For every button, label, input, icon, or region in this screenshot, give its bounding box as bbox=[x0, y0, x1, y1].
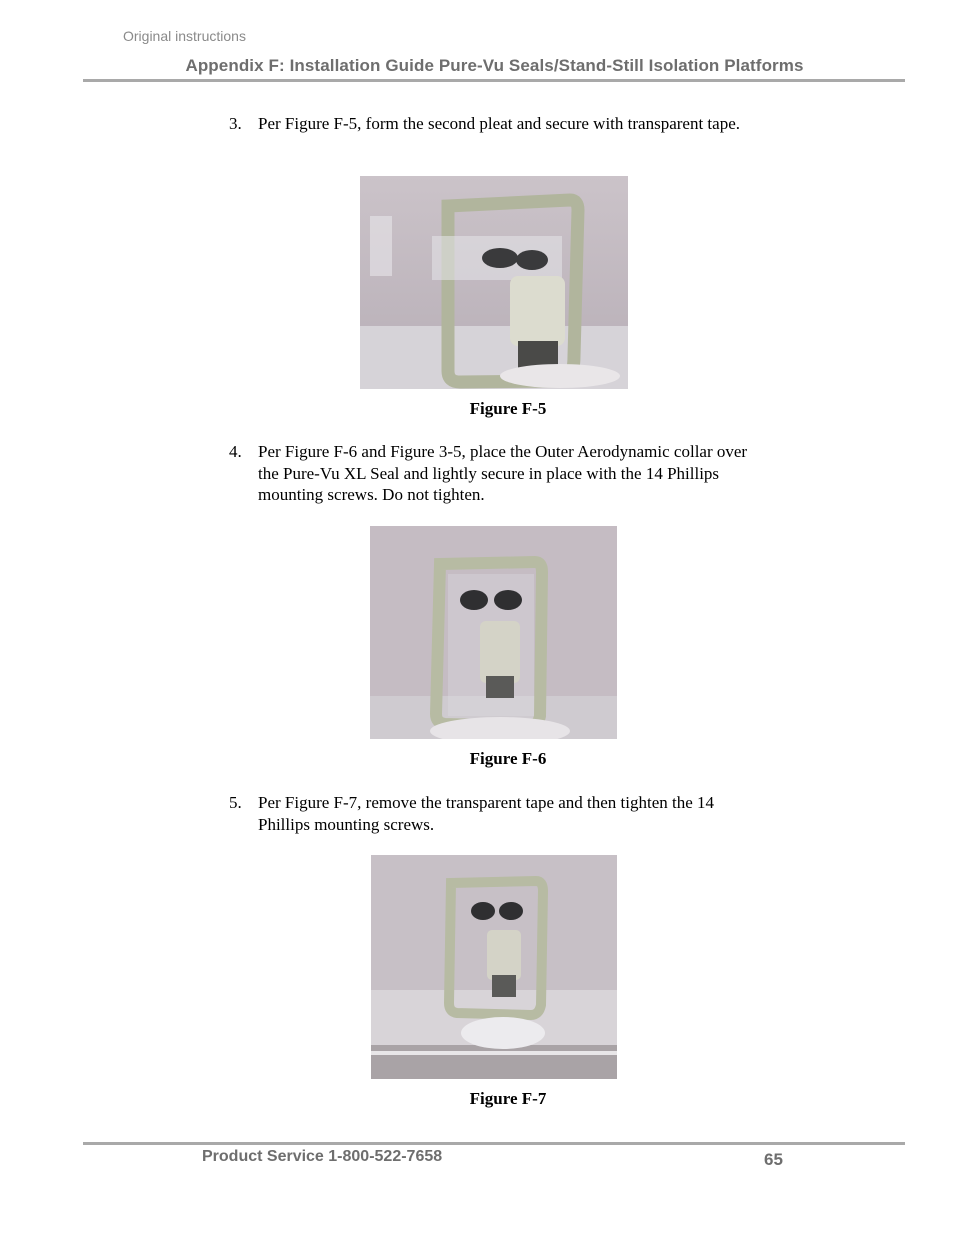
step-number: 5. bbox=[229, 793, 242, 812]
figure-f5-photo bbox=[360, 176, 628, 389]
footer-product-service: Product Service 1-800-522-7658 bbox=[202, 1148, 443, 1165]
figure-f6-caption: Figure F-6 bbox=[469, 749, 547, 768]
step-number: 3. bbox=[229, 114, 242, 133]
header-rule bbox=[83, 79, 905, 82]
step-4 bbox=[229, 441, 769, 506]
top-note: Original instructions bbox=[123, 28, 246, 44]
footer-rule bbox=[83, 1142, 905, 1145]
figure-f5-caption: Figure F-5 bbox=[469, 399, 547, 418]
step-3 bbox=[229, 113, 769, 135]
step-text: Per Figure F-5, form the second pleat and secure with transparent tape. bbox=[258, 114, 740, 133]
figure-f7-caption: Figure F-7 bbox=[469, 1089, 547, 1108]
figure-f6-photo bbox=[370, 526, 617, 739]
step-text: Per Figure F-7, remove the transparent tape and then tighten the 14 Phillips mounting screws. bbox=[258, 793, 715, 834]
step-text: Per Figure F-6 and Figure 3-5, place the Outer Aerodynamic collar over the Pure-Vu XL Seal and lightly secure in place with the 14 Phillips mounting screws. Do not tighten. bbox=[258, 442, 748, 504]
page-header-title: Appendix F: Installation Guide Pure-Vu Seals/Stand-Still Isolation Platforms bbox=[185, 56, 804, 75]
step-number: 4. bbox=[229, 442, 242, 461]
figure-f7-photo bbox=[371, 855, 617, 1079]
step-5 bbox=[229, 792, 769, 835]
page-number: 65 bbox=[764, 1150, 783, 1169]
